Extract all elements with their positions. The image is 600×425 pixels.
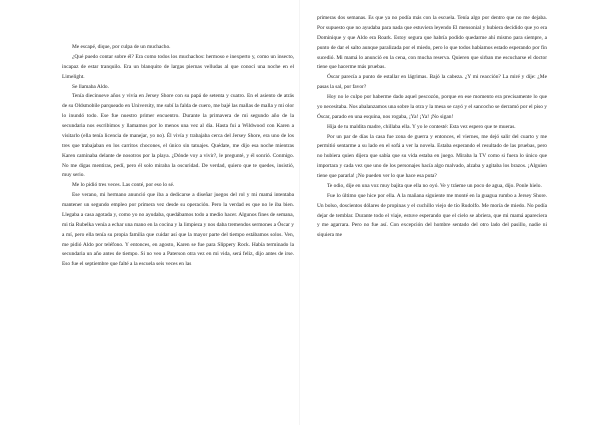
page-gutter	[299, 0, 300, 425]
paragraph: Hija de tu maldita madre, chillaba ella. Y yo le contesté: Esta vez espero que te mueras.	[327, 123, 516, 130]
left-page	[62, 43, 294, 270]
paragraph: Me lo pidió tres veces. Las conté, por eso lo sé.	[72, 182, 175, 189]
paragraph: Se llamaba Aldo.	[72, 83, 109, 90]
paragraph: Hoy no le culpo por haberme dado aquel pescozón, porque en ese momento era precisamente lo que yo necesitaba. Nos abalanzamos una sobre la otra y la mesa se cayó y el sancocho se derramó por el piso y Óscar, parado en una esquina, nos rogaba, ¡Ya! ¡Ya! ¡No sigan!	[317, 94, 547, 120]
paragraph: Tenía diecinueve años y vivía en Jersey Shore con su papá de setenta y cuatro. En el asiento de atrás de su Oldsmobile parqueado en University, me subí la falda de cuero, me bajé las mallas de malla y mi olor lo inundó todo. Ese fue nuestro primer encuentro. Durante la primavera de mi segundo año de la secundaria nos escribimos y llamamos por lo menos una vez al día. Hasta fui a Wildwood con Karen a visitarlo (ella tenía licencia de manejar, yo no). Él vivía y trabajaba cerca del Jersey Shore, era uno de los tres que trabajaban en los carritos chocones, el único sin tatuajes. Quédate, me dijo esa noche mientras Karen caminaba delante de nosotros por la playa. ¿Dónde voy a vivir?, le pregunté, y él sonrió. Conmigo. No me digas mentiras, pedí, pero él solo miraba la oscuridad. De verdad, quiero que te quedes, insistió, muy serio.	[62, 93, 294, 179]
paragraph: primeras dos semanas. Es que ya no podía más con la escuela. Tenía algo por dentro que no me dejaba. Por supuesto que no ayudaba para nada que estuviera leyendo El mensonial y hubiera decidido que yo era Dominique y que Aldo era Roark. Estoy segura que habría podido quedarme ahí mismo para siempre, a punto de dar el salto aunque paralizada por el miedo, pero lo que todos habíamos estado esperando por fin sucedió. Mi mamá lo anunció en la cena, con mucha reserva. Quieren que sirban me escucharse el doctor tiene que hacerme más pruebas.	[317, 15, 547, 71]
paragraph: Fue lo último que hice por ella. A la mañana siguiente me monté en la guagua rumbo a Jersey Shore. Un bolso, doscientos dólares de propinas y el cuchillo viejo de tío Rudolfo. Me moría de miedo. No podía dejar de temblar. Durante todo el viaje, estuve esperando que el cielo se abriera, que mi mamá apareciera y me agarrara. Pero no fue así. Con excepción del hombre sentado del otro lado del pasillo, nadie ni siquiera me	[317, 192, 547, 239]
paragraph: Ese verano, mi hermano anunció que iba a dedicarse a diseñar juegos del rol y mi mamá intentaba mantener un segundo empleo por primera vez desde su operación. Pero la verdad es que no le iba bien. Llegaba a casa agotada y, como yo no ayudaba, quedábamos todo a medio hacer. Algunos fines de semana, mi tía Rubelka venía a echar una mano en la cocina y la limpieza y nos daba tremendos sermones a Óscar y a mí, pero ella tenía su propia familia que cuidar así que la mayor parte del tiempo estábamos solos. Ven, me pidió Aldo por teléfono. Y entonces, en agosto, Karen se fue para Slippery Rock. Había terminado la secundaria un año antes de tiempo. Si no veo a Paterson otra vez en mi vida, será feliz, dijo antes de irse. Eso fue el septiembre que falté a la escuela seis veces en las	[62, 192, 294, 268]
paragraph: Te odio, dije en una voz muy bajita que ella no oyó. Ve y tráeme un poco de agua, dijo. Ponle hielo.	[327, 182, 542, 189]
paragraph: Óscar parecía a punto de estallar en lágrimas. Bajó la cabeza. ¿Y mi reacción? La miré y dije: ¿Me pasas la sal, por favor?	[317, 74, 547, 91]
right-page	[317, 14, 547, 241]
paragraph: ¿Qué puedo contar sobre él? Era como todos los muchachos: hermoso e inexperto y, como un insecto, incapaz de estar tranquilo. Era un blanquito de largas piernas velludas al que conocí una noche en el Limelight.	[62, 53, 294, 80]
paragraph: Por un par de días la casa fue zona de guerra y entonces, el viernes, me dejó salir del cuarto y me permitió sentarme a su lado en el sofá a ver la novela. Estaba esperando el resultado de las pruebas, pero no hubiera quien dijera que sabía que su vida estaba en juego. Miraba la TV como si fuera lo único que importara y cada vez que uno de los personajes hacía algo malvado, alzaba y agitaba los brazos. ¡Alguien tiene que pararla! ¡No pueden ver lo que hace esa puta?	[317, 133, 547, 179]
paragraph: Me escapé, dique, por culpa de un muchacho.	[72, 44, 171, 50]
